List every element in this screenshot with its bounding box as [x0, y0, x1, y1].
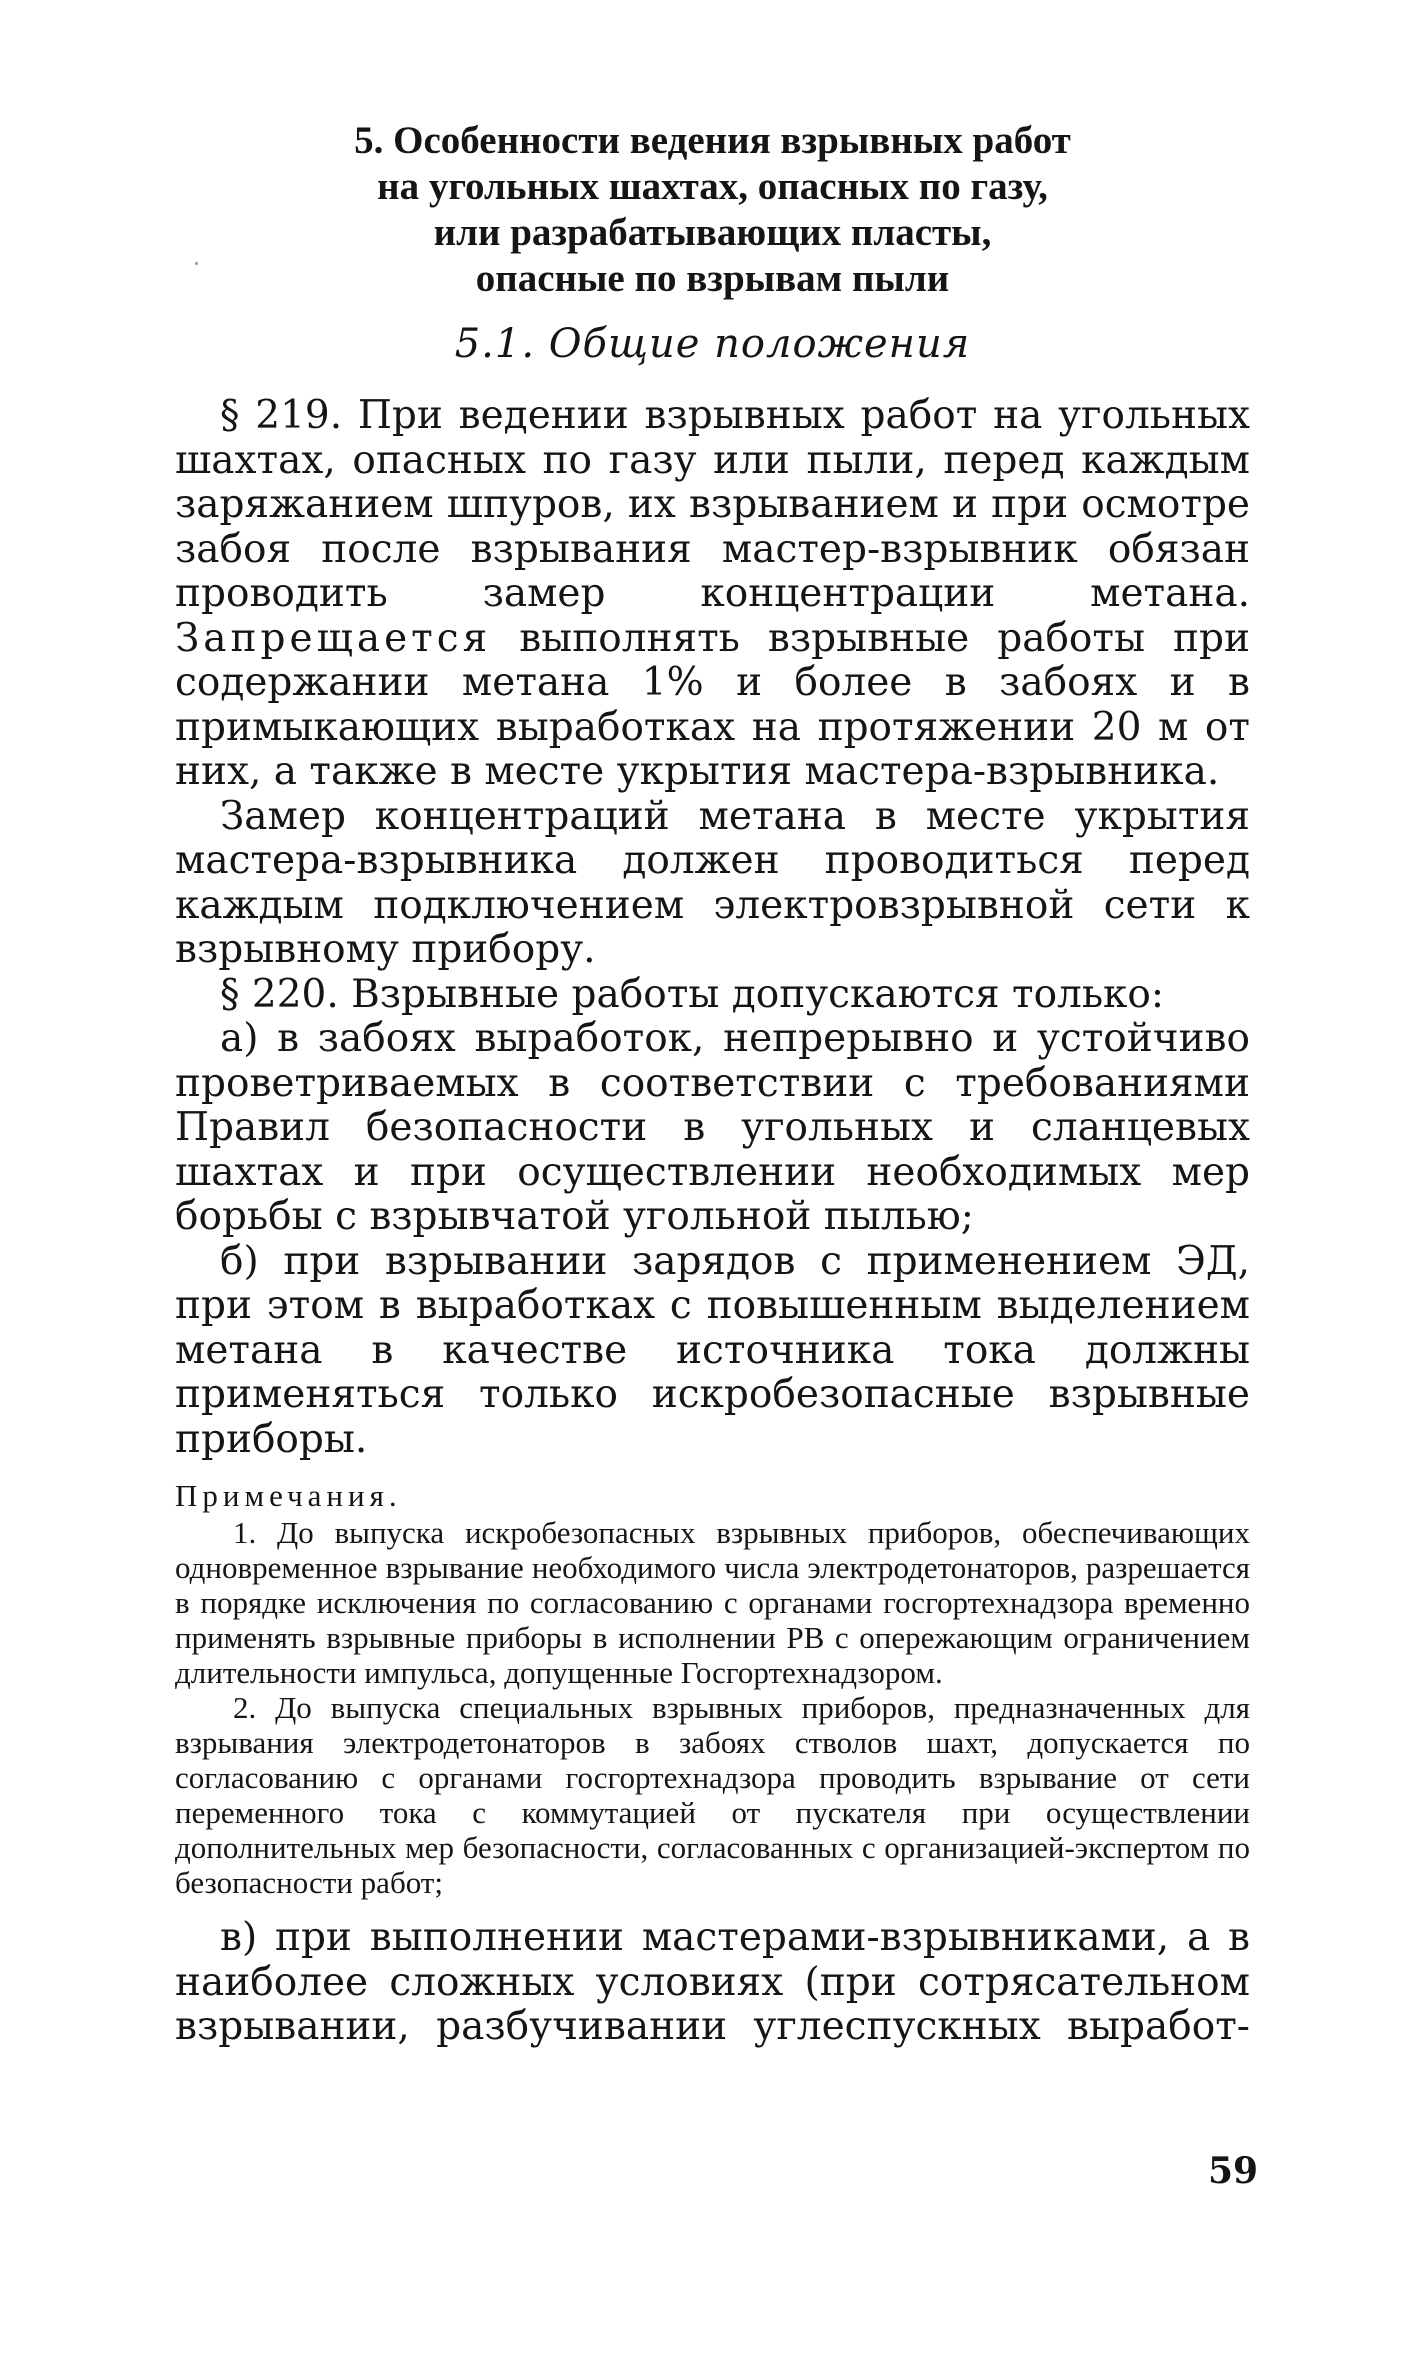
- heading-line: на угольных шахтах, опасных по газу,: [377, 165, 1048, 208]
- heading-line: опасные по взрывам пыли: [475, 257, 950, 300]
- paragraph-219-methane-measure: Замер концентраций метана в месте укрытия мастера-взрывника должен проводиться перед каждым подключением электровзрывной сети к взрывному прибору.: [175, 793, 1250, 972]
- notes-block: [175, 1478, 1250, 1900]
- section-heading: [175, 118, 1250, 302]
- paragraph-219: [175, 394, 1250, 795]
- note-1: 1. До выпуска искробезопасных взрывных приборов, обеспечивающих одновременное взрывание необходимого числа электродетонаторов, разрешается в порядке исключения по согласованию с органами госгортехнадзора временно применять взрывные приборы в исполнении РВ с опережающим ограничением длительности импульса, допущенные Госгортехнадзором.: [175, 1515, 1250, 1690]
- note-2: 2. До выпуска специальных взрывных приборов, предназначенных для взрывания электродетонаторов в забоях стволов шахт, допускается по согласованию с органами госгортехнадзора проводить взрывание от сети переменного тока с коммутацией от пускателя при осуществлении дополнительных мер безопасности, согласованных с организацией-экспертом по безопасности работ;: [175, 1690, 1250, 1900]
- main-text: [175, 394, 1250, 1462]
- paragraph-220-b: б) при взрывании зарядов с применением ЭД, при этом в выработках с повышенным выделением метана в качестве источника тока должны применяться только искробезопасные взрывные приборы.: [175, 1238, 1250, 1462]
- document-page: [175, 118, 1250, 2050]
- continuation-text: [175, 1916, 1250, 2050]
- page-number: 59: [1208, 2150, 1259, 2192]
- forbidden-word: Запрещается: [175, 615, 492, 661]
- heading-line: 5. Особенности ведения взрывных работ: [354, 119, 1071, 162]
- section-subheading: 5.1. Общие положения: [454, 321, 971, 367]
- paragraph-219-part1: § 219. При ведении взрывных работ на угольных шахтах, опасных по газу или пыли, перед каждым заряжанием шпуров, их взрыванием и при осмотре забоя после взрывания мастер-взрывник обязан проводить замер концентрации метана.: [175, 393, 1250, 616]
- paragraph-220: § 220. Взрывные работы допускаются только:: [220, 971, 1165, 1017]
- paragraph-220-a: а) в забоях выработок, непрерывно и устойчиво проветриваемых в соответствии с требованиями Правил безопасности в угольных и сланцевых шахтах и при осуществлении необходимых мер борьбы с взрывчатой угольной пылью;: [175, 1016, 1250, 1239]
- heading-line: или разрабатывающих пласты,: [433, 211, 992, 254]
- paragraph-219-part2: выполнять взрывные работы при содержании метана 1% и более в забоях и в примыкающих выработках на протяжении 20 м от них, а также в месте укрытия мастера-взрывника.: [175, 615, 1250, 794]
- paragraph-220-v: в) при выполнении мастерами-взрывниками, а в наиболее сложных условиях (при сотрясательном взрывании, разбучивании углеспускных выработ-: [175, 1915, 1250, 2049]
- notes-title: Примечания.: [175, 1478, 402, 1513]
